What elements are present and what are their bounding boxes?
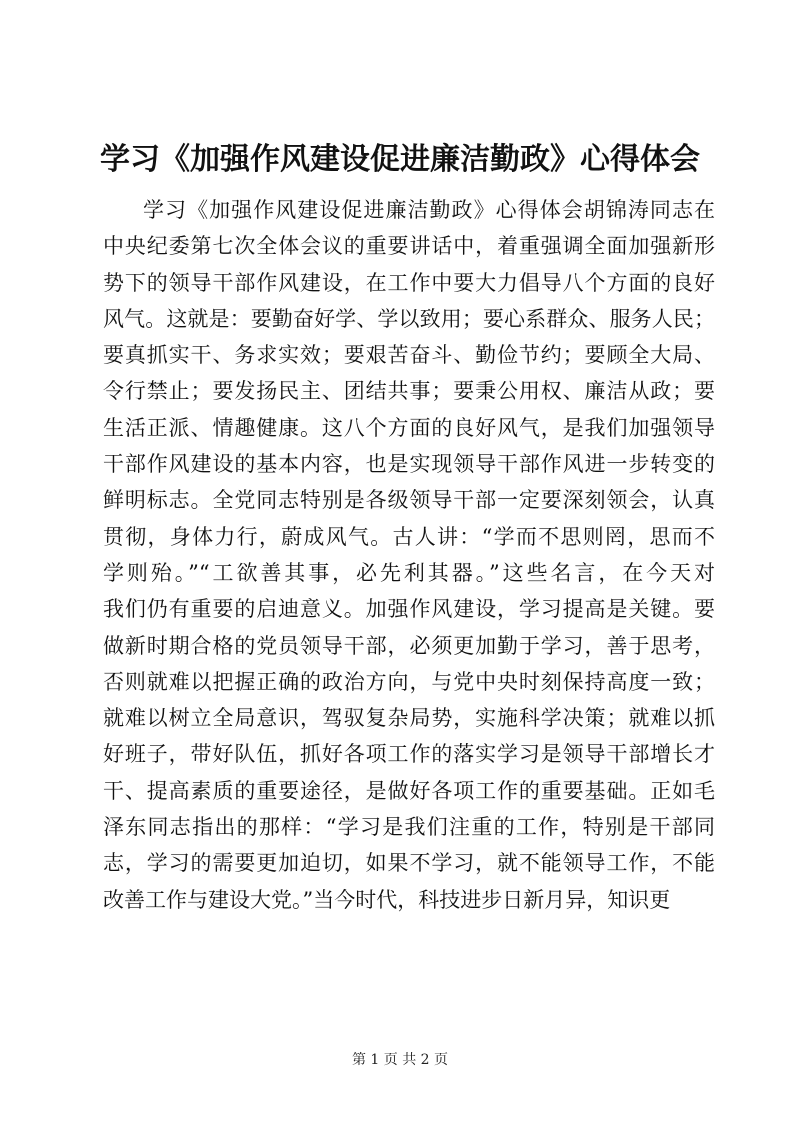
body-line: 学则殆。”“工欲善其事，必先利其器。”这些名言，在今天对 [103, 560, 715, 585]
body-line: 干、提高素质的重要途径，是做好各项工作的重要基础。正如毛 [103, 778, 715, 803]
body-line: 鲜明标志。全党同志特别是各级领导干部一定要深刻领会，认真 [103, 488, 715, 513]
body-line: 就难以树立全局意识，驾驭复杂局势，实施科学决策；就难以抓 [103, 706, 715, 731]
body-line: 干部作风建设的基本内容，也是实现领导干部作风进一步转变的 [103, 452, 715, 477]
body-line: 贯彻，身体力行，蔚成风气。古人讲：“学而不思则罔，思而不 [103, 524, 715, 549]
body-line: 学习《加强作风建设促进廉洁勤政》心得体会胡锦涛同志在 [143, 198, 715, 222]
body-line: 好班子，带好队伍，抓好各项工作的落实学习是领导干部增长才 [103, 742, 715, 767]
body-line: 改善工作与建设大党。”当今时代，科技进步日新月异，知识更 [103, 887, 671, 912]
body-line: 志，学习的需要更加迫切，如果不学习，就不能领导工作，不能 [103, 851, 715, 876]
body-line: 要真抓实干、务求实效；要艰苦奋斗、勤俭节约；要顾全大局、 [103, 343, 715, 368]
body-line: 风气。这就是：要勤奋好学、学以致用；要心系群众、服务人民； [103, 306, 715, 331]
document-title: 学习《加强作风建设促进廉洁勤政》心得体会 [100, 142, 700, 177]
body-line: 否则就难以把握正确的政治方向，与党中央时刻保持高度一致； [103, 669, 715, 694]
page-footer: 第 1 页 共 2 页 [351, 1052, 449, 1068]
body-line: 做新时期合格的党员领导干部，必须更加勤于学习，善于思考， [103, 633, 715, 658]
body-line: 中央纪委第七次全体会议的重要讲话中，着重强调全面加强新形 [103, 234, 715, 259]
body-line: 泽东同志指出的那样：“学习是我们注重的工作，特别是干部同 [103, 815, 715, 840]
body-line: 生活正派、情趣健康。这八个方面的良好风气，是我们加强领导 [103, 415, 715, 440]
body-line: 我们仍有重要的启迪意义。加强作风建设，学习提高是关键。要 [103, 597, 715, 622]
body-line: 令行禁止；要发扬民主、团结共事；要秉公用权、廉洁从政；要 [103, 379, 715, 404]
document-body [103, 192, 715, 918]
body-line: 势下的领导干部作风建设，在工作中要大力倡导八个方面的良好 [103, 270, 715, 295]
